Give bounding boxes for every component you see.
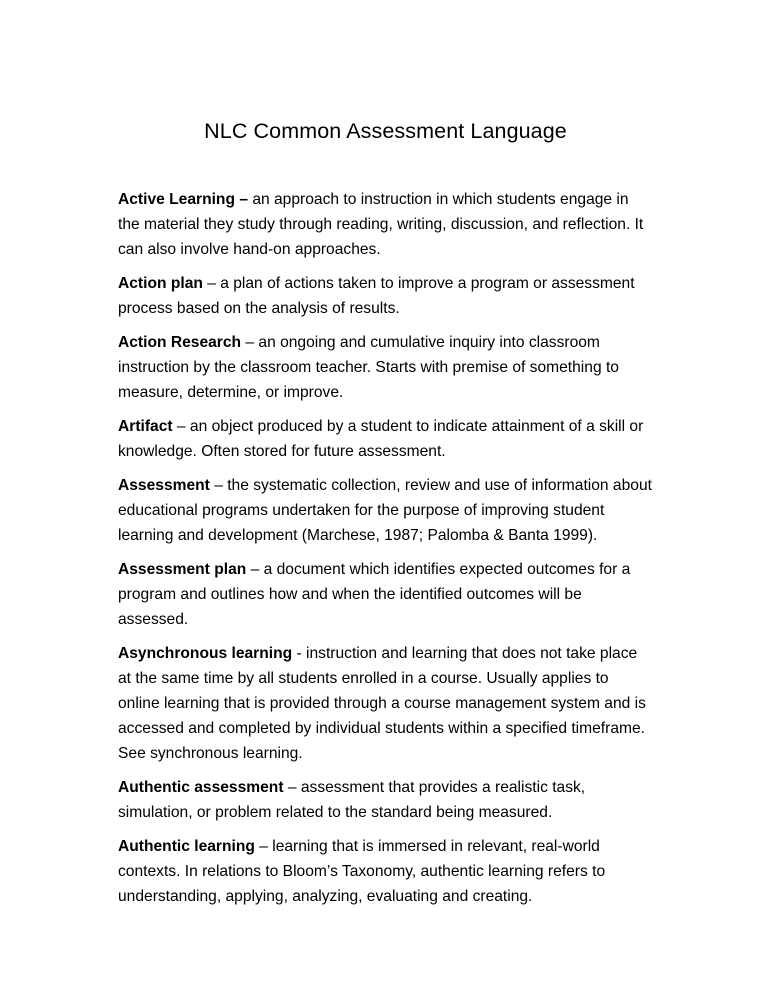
document-title: NLC Common Assessment Language [204,119,567,143]
glossary-definition: – the systematic collection, review and use of information about educational programs undertaken for the purpose of improving student learning and development (Marchese, 1987; Palomba & Banta 1999). [118,477,652,544]
glossary-definition: – a plan of actions taken to improve a program or assessment process based on the analysis of results. [118,275,635,317]
glossary-term: Artifact [118,418,173,435]
glossary-entry-artifact [118,414,653,464]
glossary-entry-authentic-assessment [118,775,653,825]
glossary-entry-assessment [118,473,653,548]
glossary-entry-active-learning [118,187,653,262]
glossary-list [118,187,653,909]
glossary-term: Action Research [118,334,242,351]
glossary-term: Authentic assessment [118,779,284,796]
glossary-entry-authentic-learning [118,834,653,909]
glossary-term: Active Learning – [118,191,248,208]
glossary-definition: - instruction and learning that does not take place at the same time by all students enrolled in a course. Usually applies to online learning that is provided through a course management system and is accessed and completed by individual students within a specified timeframe. See synchronous learning. [118,645,646,762]
glossary-entry-assessment-plan [118,557,653,632]
glossary-definition: an approach to instruction in which students engage in the material they study through reading, writing, discussion, and reflection. It can also involve hand-on approaches. [118,191,644,258]
glossary-term: Authentic learning [118,838,255,855]
glossary-term: Assessment [118,477,210,494]
glossary-entry-action-plan [118,271,653,321]
glossary-entry-action-research [118,330,653,405]
glossary-term: Action plan [118,275,203,292]
glossary-definition: – an object produced by a student to indicate attainment of a skill or knowledge. Often stored for future assessment. [118,418,644,460]
glossary-definition: – a document which identifies expected outcomes for a program and outlines how and when the identified outcomes will be assessed. [118,561,631,628]
glossary-definition: – an ongoing and cumulative inquiry into classroom instruction by the classroom teacher. Starts with premise of something to measure, determine, or improve. [118,334,619,401]
glossary-term: Asynchronous learning [118,645,293,662]
glossary-entry-asynchronous-learning [118,641,653,766]
glossary-term: Assessment plan [118,561,247,578]
glossary-definition: – assessment that provides a realistic task, simulation, or problem related to the standard being measured. [118,779,586,821]
glossary-definition: – learning that is immersed in relevant, real-world contexts. In relations to Bloom’s Taxonomy, authentic learning refers to understanding, applying, analyzing, evaluating and creating. [118,838,606,905]
